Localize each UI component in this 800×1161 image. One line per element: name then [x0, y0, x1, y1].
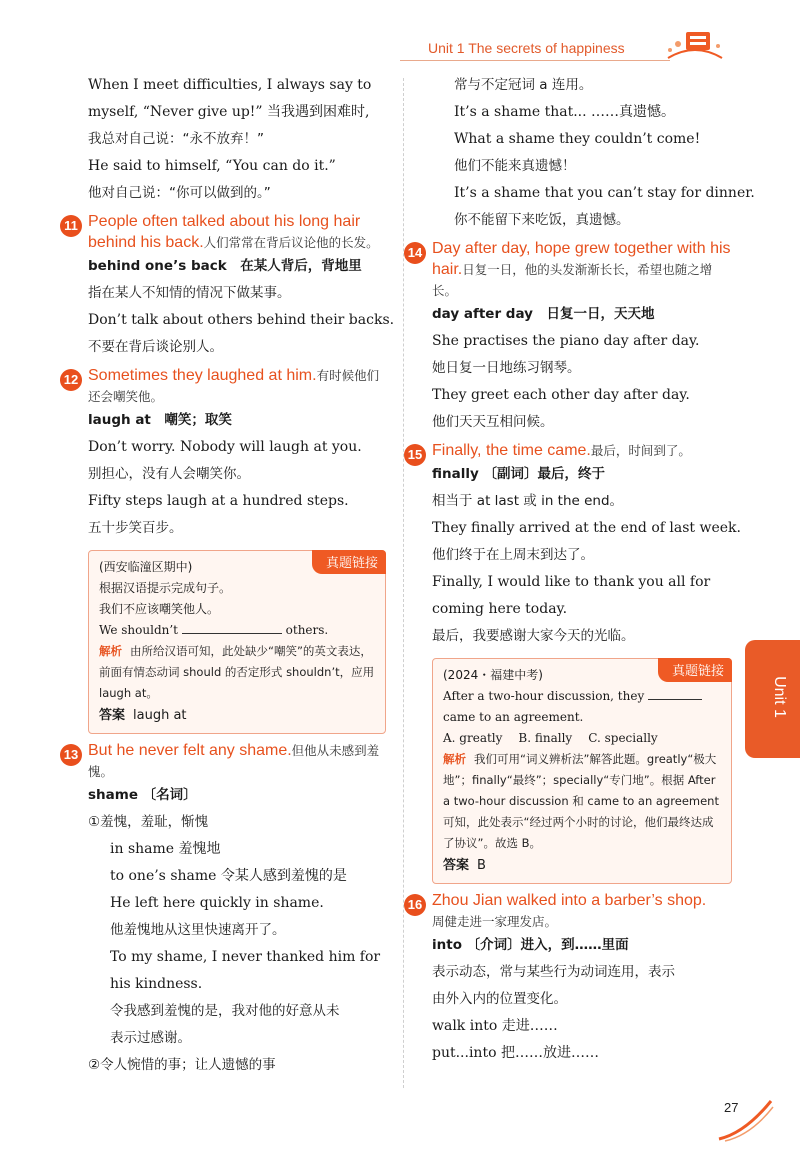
question-text: We shouldn’t — [99, 623, 178, 637]
key-sentence-zh: 最后，时间到了。 — [590, 443, 691, 458]
example-en: Don’t worry. Nobody will laugh at you. — [88, 439, 362, 455]
item-16 — [407, 890, 732, 1067]
key-sentence-zh: 日复一日，他的头发渐渐长长，希望也随之增长。 — [432, 262, 713, 298]
intro-line: myself, “Never give up!” 当我遇到困难时, — [88, 104, 370, 120]
example-en: Don’t talk about others behind their backs. — [88, 312, 395, 328]
example-en: coming here today. — [432, 601, 568, 617]
example-zh: 五十步笑百步。 — [88, 520, 183, 536]
example-zh: 他们天天互相问候。 — [432, 414, 554, 430]
answer-label: 答案 — [443, 858, 470, 873]
intro-line: 他对自己说：“你可以做到的。” — [88, 185, 271, 201]
answer-blank — [182, 621, 282, 634]
note-line: 相当于 at last 或 in the end。 — [432, 493, 624, 509]
exam-link-box — [88, 550, 386, 734]
phrase-head: behind one’s back 在某人背后，背地里 — [88, 258, 362, 274]
phrase-line: in shame 羞愧地 — [110, 841, 221, 857]
note-line: 表示动态，常与某些行为动词连用，表示 — [432, 964, 675, 980]
key-sentence-en: Zhou Jian walked into a barber’s shop. — [432, 892, 707, 909]
phrase-line: It’s a shame that... ……真遗憾。 — [454, 104, 676, 120]
key-sentence-en: Sometimes they laughed at him. — [88, 367, 317, 384]
key-sentence — [432, 238, 732, 301]
intro-line: He said to himself, “You can do it.” — [88, 158, 336, 174]
answer — [99, 704, 375, 727]
exam-link-tag: 真题链接 — [312, 550, 386, 574]
key-sentence-zh: 但他从未感到羞愧。 — [88, 743, 380, 779]
answer-text: laugh at — [133, 708, 187, 723]
phrase-head: day after day 日复一日，天天地 — [432, 306, 655, 322]
explanation-label: 解析 — [443, 752, 466, 766]
sense-line: ②令人惋惜的事；让人遗憾的事 — [88, 1057, 276, 1073]
item-12 — [63, 365, 386, 542]
exam-question — [443, 686, 721, 707]
key-sentence — [88, 740, 386, 782]
key-sentence-en: But he never felt any shame. — [88, 742, 292, 759]
item-number-badge: 13 — [60, 744, 82, 766]
key-sentence-en: Finally, the time came. — [432, 442, 591, 459]
example-zh: 不要在背后谈论别人。 — [88, 339, 223, 355]
word-head: finally 〔副词〕最后，终于 — [432, 466, 605, 482]
note-line: 指在某人不知情的情况下做某事。 — [88, 285, 291, 301]
example-zh: 他们不能来真遗憾！ — [454, 158, 576, 174]
answer-blank — [648, 687, 702, 700]
intro-line: 我总对自己说：“永不放弃！” — [88, 131, 264, 147]
sense-line: ①羞愧，羞耻，惭愧 — [88, 814, 209, 830]
example-en: They greet each other day after day. — [432, 387, 690, 403]
item-number-badge: 12 — [60, 369, 82, 391]
example-zh: 他羞愧地从这里快速离开了。 — [110, 922, 286, 938]
example-en: She practises the piano day after day. — [432, 333, 700, 349]
key-sentence — [88, 211, 386, 253]
example-en: He left here quickly in shame. — [110, 895, 324, 911]
item-15 — [407, 440, 741, 650]
column-divider — [403, 78, 404, 1088]
item-11 — [64, 211, 395, 361]
key-sentence — [432, 440, 732, 461]
example-en: Finally, I would like to thank you all for — [432, 574, 711, 590]
phrase-head: laugh at 嘲笑；取笑 — [88, 412, 232, 428]
answer — [443, 854, 721, 877]
key-sentence-zh: 人们常常在背后议论他的长发。 — [203, 235, 379, 250]
item-14 — [407, 238, 732, 436]
answer-label: 答案 — [99, 708, 126, 723]
option-c: C. specially — [588, 731, 658, 745]
example-zh: 令我感到羞愧的是，我对他的好意从未 — [110, 1003, 340, 1019]
phrase-line: put...into 把……放进…… — [432, 1045, 599, 1061]
option-a: A. greatly — [443, 731, 503, 745]
explanation-text: 由所给汉语可知，此处缺少“嘲笑”的英文表达，前面有情态动词 should 的否定形式 shouldn’t，应用 laugh at。 — [99, 644, 375, 700]
exam-question — [99, 620, 375, 641]
key-sentence-zh: 有时候他们还会嘲笑他。 — [88, 368, 380, 404]
example-zh: 你不能留下来吃饭，真遗憾。 — [454, 212, 630, 228]
header-rule — [400, 60, 670, 61]
item-13 — [63, 740, 386, 1079]
explanation — [443, 749, 721, 854]
exam-zh-prompt: 我们不应该嘲笑他人。 — [99, 602, 220, 616]
right-column — [407, 72, 755, 1067]
item-number-badge: 11 — [60, 215, 82, 237]
answer-text: B — [477, 858, 486, 873]
explanation-text: 我们可用“词义辨析法”解答此题。greatly“极大地”；finally“最终”；specially“专门地”。根据 After a two-hour discussion 和 came to an agreement 可知，此处表示“经过两个小时的讨论，他们最终达成了协议”。故选 B。 — [443, 752, 719, 850]
exam-link-box — [432, 658, 732, 884]
intro-line: When I meet difficulties, I always say to — [88, 77, 372, 93]
page-number: 27 — [724, 1100, 739, 1115]
exam-question: came to an agreement. — [443, 710, 584, 724]
item-number-badge: 16 — [404, 894, 426, 916]
key-sentence — [432, 890, 732, 932]
example-en: It’s a shame that you can’t stay for dinner. — [454, 185, 755, 201]
unit-header-title: Unit 1 The secrets of happiness — [428, 40, 625, 56]
example-en: Fifty steps laugh at a hundred steps. — [88, 493, 349, 509]
key-sentence-en: Day after day, hope grew together with his hair. — [432, 240, 731, 278]
note-line: 由外入内的位置变化。 — [432, 991, 567, 1007]
exam-options — [443, 728, 721, 749]
unit-side-tab — [745, 640, 800, 758]
explanation — [99, 641, 375, 704]
book-logo-icon — [660, 22, 730, 68]
example-en: To my shame, I never thanked him for — [110, 949, 381, 965]
key-sentence-en: People often talked about his long hair behind his back. — [88, 213, 361, 251]
left-column — [63, 72, 395, 1079]
exam-source: (2024・福建中考) — [443, 668, 543, 682]
option-b: B. finally — [518, 731, 573, 745]
example-en: his kindness. — [110, 976, 203, 992]
exam-instruction: 根据汉语提示完成句子。 — [99, 581, 232, 595]
example-zh: 最后，我要感谢大家今天的光临。 — [432, 628, 635, 644]
example-en: What a shame they couldn’t come! — [454, 131, 701, 147]
question-text: After a two-hour discussion, they — [443, 689, 645, 703]
example-zh: 他们终于在上周末到达了。 — [432, 547, 594, 563]
key-sentence-zh: 周健走进一家理发店。 — [432, 914, 558, 929]
item-number-badge: 15 — [404, 444, 426, 466]
question-text: others. — [285, 623, 329, 637]
explanation-label: 解析 — [99, 644, 122, 658]
note-line: 常与不定冠词 a 连用。 — [454, 77, 593, 93]
example-zh: 别担心，没有人会嘲笑你。 — [88, 466, 250, 482]
exam-link-tag: 真题链接 — [658, 658, 732, 682]
example-zh: 表示过感谢。 — [110, 1030, 191, 1046]
side-tab-label: Unit 1 — [771, 676, 788, 718]
key-sentence — [88, 365, 386, 407]
example-zh: 她日复一日地练习钢琴。 — [432, 360, 581, 376]
phrase-line: walk into 走进…… — [432, 1018, 558, 1034]
item-number-badge: 14 — [404, 242, 426, 264]
word-head: shame 〔名词〕 — [88, 787, 197, 803]
exam-source: (西安临潼区期中) — [99, 560, 193, 574]
phrase-line: to one’s shame 令某人感到羞愧的是 — [110, 868, 347, 884]
word-head: into 〔介词〕进入，到……里面 — [432, 937, 629, 953]
example-en: They finally arrived at the end of last week. — [432, 520, 741, 536]
